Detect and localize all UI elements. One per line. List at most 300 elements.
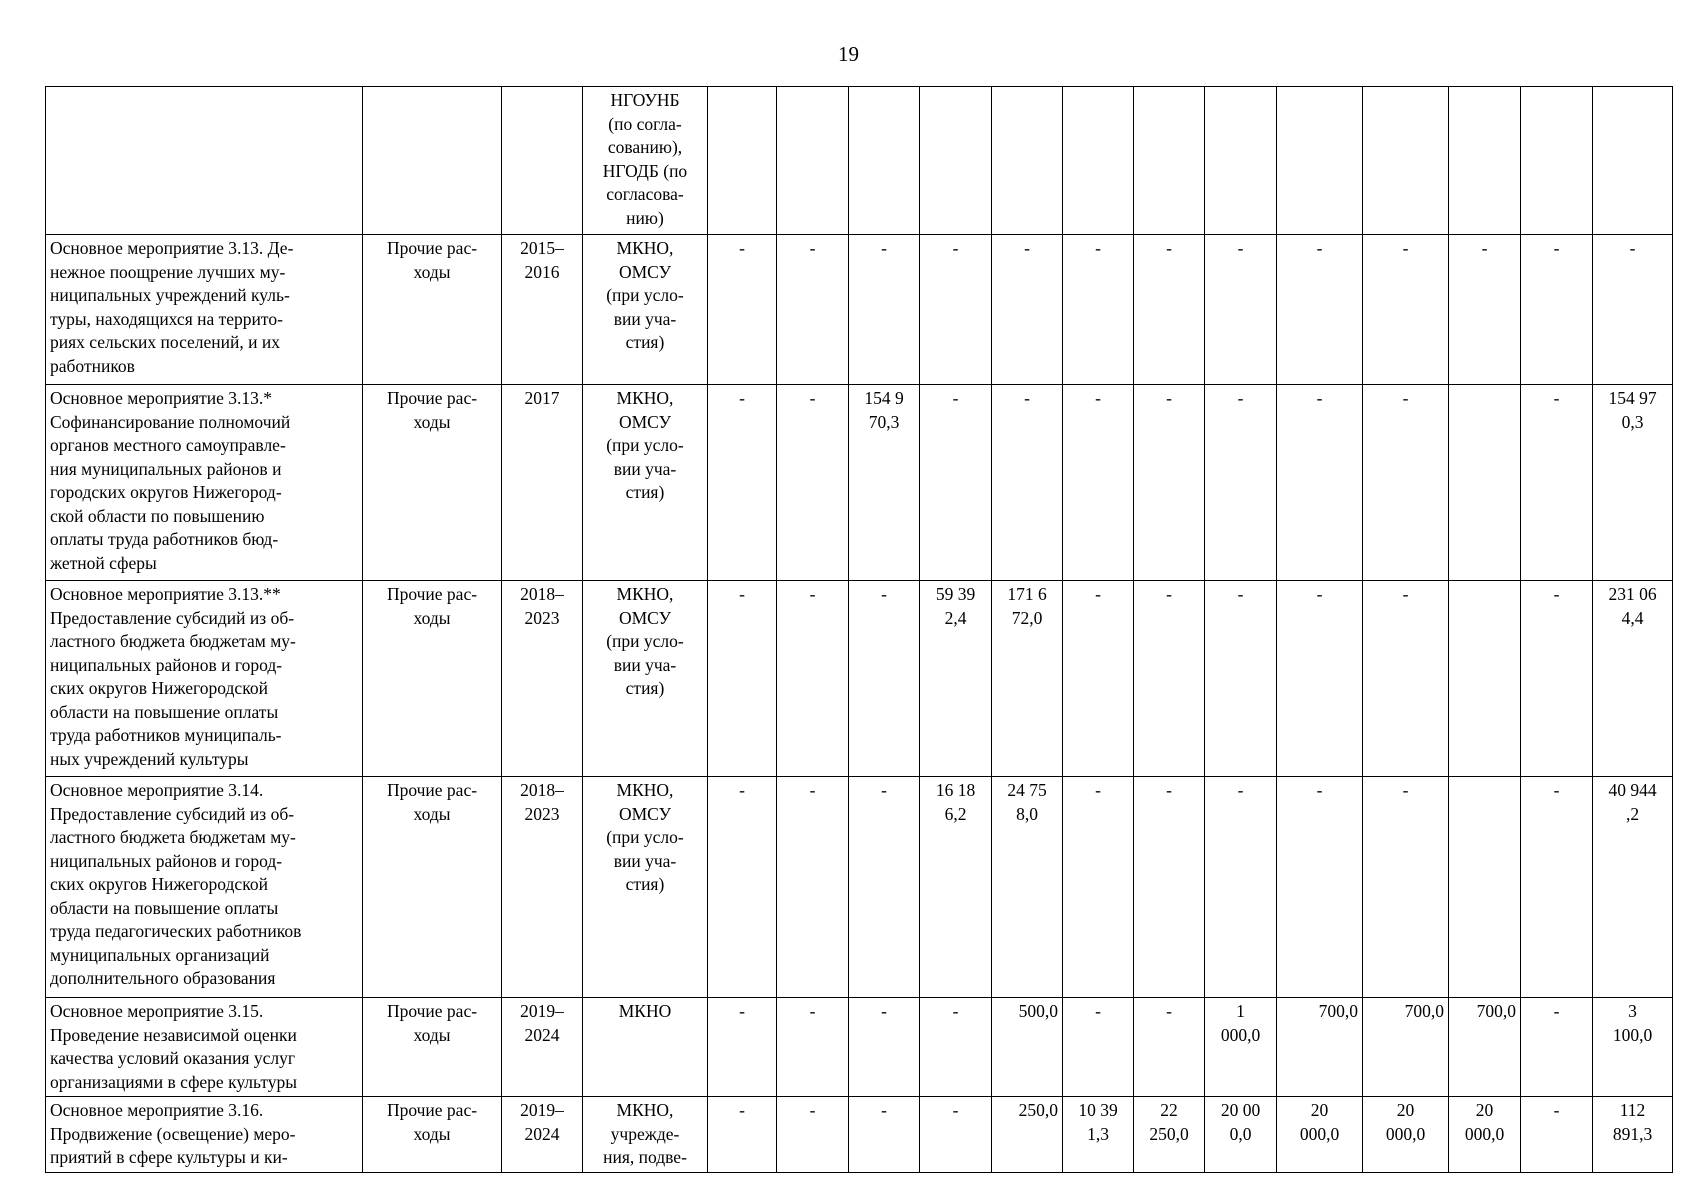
value-cell [992, 777, 1063, 998]
activity-name-cell [46, 87, 363, 235]
value-cell [777, 998, 849, 1097]
period-cell [502, 581, 583, 777]
cell-line: ходы [413, 1123, 451, 1144]
table-row [46, 1097, 1673, 1173]
cell-line: - [1553, 584, 1560, 604]
cell-line: - [1166, 238, 1172, 258]
cell-line: 891,3 [1612, 1123, 1653, 1144]
cell-line: 2017 [524, 388, 560, 408]
cell-line: Прочие рас- [386, 1001, 478, 1021]
cell-line: - [1481, 238, 1488, 258]
period-cell [502, 235, 583, 385]
cell-line: ОМСУ [618, 261, 672, 282]
cell-line: 000,0 [1220, 1024, 1261, 1045]
cell-line: 154 9 [864, 388, 904, 408]
cell-line: 20 [1396, 1100, 1415, 1120]
activity-name-cell [46, 385, 363, 581]
cell-line: НГОУНБ [610, 90, 680, 110]
value-cell [1063, 1097, 1134, 1173]
table-row [46, 581, 1673, 777]
cell-line: вии уча- [613, 654, 677, 675]
table-row [46, 87, 1673, 235]
cell-line: 2019– [520, 1001, 564, 1021]
activity-name-cell [46, 581, 363, 777]
value-cell [1205, 235, 1277, 385]
cell-line: - [952, 1100, 959, 1120]
cell-line: жетной сферы [50, 552, 157, 573]
value-cell [1063, 777, 1134, 998]
cell-line: НГОДБ (по [602, 160, 688, 181]
cell-line: - [1095, 780, 1101, 800]
cell-line: 250,0 [1149, 1123, 1189, 1144]
cell-line: - [1095, 388, 1101, 408]
value-cell [992, 1097, 1063, 1173]
cell-line: 2018– [520, 584, 564, 604]
value-cell [1205, 385, 1277, 581]
value-cell [1277, 1097, 1363, 1173]
value-cell [708, 998, 777, 1097]
cell-line: стия) [625, 482, 665, 502]
cell-line: 000,0 [1385, 1123, 1426, 1144]
table-row [46, 998, 1673, 1097]
value-cell [777, 777, 849, 998]
value-cell [849, 581, 920, 777]
cost-type-cell [363, 777, 502, 998]
cell-line: нию) [626, 207, 664, 228]
cell-line: - [952, 1001, 959, 1021]
cell-line: - [739, 584, 745, 604]
cell-line: - [1166, 584, 1172, 604]
value-cell [1363, 385, 1449, 581]
cell-line: ских округов Нижегородской [50, 678, 268, 698]
cell-line: - [809, 1001, 816, 1021]
cell-line: ластного бюджета бюджетам му- [50, 827, 296, 847]
cell-line: МКНО, [616, 1100, 674, 1120]
value-cell [708, 235, 777, 385]
value-cell [1449, 777, 1521, 998]
cell-line: дополнительного образования [50, 968, 276, 988]
cell-line: ОМСУ [618, 607, 672, 628]
value-cell [777, 87, 849, 235]
cell-line: городских округов Нижегород- [50, 482, 282, 502]
value-cell [708, 581, 777, 777]
value-cell [708, 1097, 777, 1173]
cell-line: стия) [625, 332, 665, 352]
cell-line: - [1402, 780, 1409, 800]
executor-cell [583, 998, 708, 1097]
table-row [46, 385, 1673, 581]
cell-line: 10 39 [1078, 1100, 1118, 1120]
value-cell [849, 1097, 920, 1173]
cell-line: - [881, 780, 887, 800]
value-cell [1449, 581, 1521, 777]
cell-line: 2023 [524, 803, 560, 824]
cell-line: Прочие рас- [386, 1100, 478, 1120]
value-cell [1134, 777, 1205, 998]
executor-cell [583, 1097, 708, 1173]
cell-line: 2023 [524, 607, 560, 628]
cost-type-cell [363, 998, 502, 1097]
value-cell [849, 87, 920, 235]
value-cell [1449, 385, 1521, 581]
value-cell [1063, 87, 1134, 235]
cell-line: 2024 [524, 1024, 560, 1045]
value-cell [1205, 581, 1277, 777]
cell-line: 000,0 [1299, 1123, 1340, 1144]
value-cell [1277, 998, 1363, 1097]
cell-line: области на повышение оплаты [50, 701, 279, 722]
value-cell [708, 385, 777, 581]
cell-line: ,2 [1625, 803, 1640, 824]
cell-line: ходы [413, 1024, 451, 1045]
cell-line: - [739, 1001, 745, 1021]
cell-line: (по согла- [608, 113, 682, 134]
cell-line: - [1024, 388, 1030, 408]
cell-line: - [1553, 1100, 1560, 1120]
cell-line: ниципальных районов и город- [50, 850, 283, 871]
cell-line: МКНО, [616, 238, 674, 258]
cell-line: 8,0 [1016, 803, 1038, 824]
cell-line: 20 [1310, 1100, 1329, 1120]
value-cell [1205, 777, 1277, 998]
value-cell [1363, 1097, 1449, 1173]
value-cell [992, 87, 1063, 235]
period-cell [502, 1097, 583, 1173]
cell-line: труда работников муниципаль- [50, 725, 282, 745]
value-cell [1205, 87, 1277, 235]
cell-line: 70,3 [868, 411, 900, 432]
cell-line: Предоставление субсидий из об- [50, 803, 295, 824]
value-cell [920, 235, 992, 385]
cell-line: 700,0 [1476, 1001, 1516, 1021]
value-cell [777, 581, 849, 777]
cell-line: 16 18 [935, 780, 976, 800]
cell-line: - [739, 238, 745, 258]
cell-line: - [1024, 238, 1030, 258]
value-cell [992, 998, 1063, 1097]
cell-line: 59 39 [935, 584, 976, 604]
period-cell [502, 998, 583, 1097]
value-cell [1134, 1097, 1205, 1173]
cell-line: ниципальных учреждений куль- [50, 285, 290, 305]
activity-name-cell [46, 998, 363, 1097]
cell-line: ния, подве- [603, 1147, 687, 1167]
cell-line: - [1316, 584, 1323, 604]
cell-line: ской области по повышению [50, 505, 265, 526]
value-cell [1277, 87, 1363, 235]
cell-line: 250,0 [1018, 1100, 1058, 1120]
cell-line: 700,0 [1404, 1001, 1444, 1021]
cell-line: Прочие рас- [386, 584, 478, 604]
cell-line: 40 944 [1608, 780, 1657, 800]
value-cell [1134, 235, 1205, 385]
activity-name-cell [46, 1097, 363, 1173]
cell-line: Прочие рас- [386, 238, 478, 258]
value-cell [777, 385, 849, 581]
cell-line: МКНО, [616, 584, 674, 604]
cost-type-cell [363, 1097, 502, 1173]
cell-line: - [1402, 584, 1409, 604]
cell-line: ОМСУ [618, 803, 672, 824]
cell-line: согласова- [606, 184, 684, 204]
cell-line: работников [50, 355, 135, 376]
period-cell [502, 777, 583, 998]
cell-line: - [1316, 238, 1323, 258]
cell-line: вии уча- [613, 458, 677, 479]
value-cell [1134, 581, 1205, 777]
cell-line: - [881, 584, 887, 604]
cell-line: ходы [413, 261, 451, 282]
cell-line: 100,0 [1612, 1024, 1653, 1045]
activity-name-cell [46, 235, 363, 385]
cell-line: Софинансирование полномочий [50, 411, 291, 432]
cell-line: 2019– [520, 1100, 564, 1120]
value-cell [1449, 1097, 1521, 1173]
value-cell [920, 87, 992, 235]
cell-line: - [1553, 388, 1560, 408]
cell-line: (при усло- [606, 827, 684, 847]
value-cell [1521, 1097, 1593, 1173]
value-cell [849, 235, 920, 385]
cell-line: МКНО, [616, 780, 674, 800]
value-cell [920, 998, 992, 1097]
cell-line: 0,3 [1621, 411, 1644, 432]
cell-line: риях сельских поселений, и их [50, 332, 281, 352]
cell-line: ходы [413, 607, 451, 628]
cell-line: - [739, 780, 745, 800]
executor-cell [583, 87, 708, 235]
cell-line: Предоставление субсидий из об- [50, 607, 295, 628]
value-cell [1521, 581, 1593, 777]
cell-line: - [1402, 238, 1409, 258]
cell-line: Прочие рас- [386, 388, 478, 408]
cell-line: - [952, 388, 959, 408]
program-activities-table [45, 86, 1673, 1173]
cell-line: - [1553, 238, 1560, 258]
value-cell [777, 235, 849, 385]
cell-line: 2,4 [944, 607, 967, 628]
value-cell [992, 235, 1063, 385]
cell-line: 154 97 [1608, 388, 1657, 408]
value-cell [1449, 235, 1521, 385]
cell-line: оплаты труда работников бюд- [50, 529, 279, 549]
cell-line: Основное мероприятие 3.15. [50, 1001, 264, 1021]
value-cell [849, 385, 920, 581]
cell-line: вии уча- [613, 850, 677, 871]
cell-line: 000,0 [1464, 1123, 1505, 1144]
cell-line: - [1166, 388, 1172, 408]
cell-line: - [1553, 1001, 1560, 1021]
cell-line: - [1095, 1001, 1101, 1021]
cell-line: 20 00 [1220, 1100, 1261, 1120]
cell-line: сованию), [607, 137, 683, 157]
cell-line: ния муниципальных районов и [50, 458, 282, 479]
cell-line: труда педагогических работников [50, 921, 302, 941]
cell-line: Основное мероприятие 3.13. Де- [50, 238, 294, 258]
cell-line: ходы [413, 411, 451, 432]
cell-line: ниципальных районов и город- [50, 654, 283, 675]
value-cell [1277, 385, 1363, 581]
value-cell [1593, 87, 1673, 235]
cell-line: 6,2 [944, 803, 967, 824]
cell-line: Основное мероприятие 3.13.* [50, 388, 273, 408]
executor-cell [583, 777, 708, 998]
cell-line: - [1095, 584, 1101, 604]
cell-line: стия) [625, 874, 665, 894]
value-cell [1205, 1097, 1277, 1173]
value-cell [849, 777, 920, 998]
value-cell [1593, 385, 1673, 581]
value-cell [1063, 385, 1134, 581]
cell-line: - [1166, 780, 1172, 800]
cell-line: 72,0 [1011, 607, 1043, 628]
value-cell [992, 581, 1063, 777]
value-cell [1363, 777, 1449, 998]
cell-line: - [881, 1001, 887, 1021]
executor-cell [583, 581, 708, 777]
cell-line: (при усло- [606, 435, 684, 455]
cell-line: ОМСУ [618, 411, 672, 432]
cell-line: - [739, 1100, 745, 1120]
table-row [46, 235, 1673, 385]
cell-line: 4,4 [1621, 607, 1644, 628]
cell-line: - [809, 238, 816, 258]
value-cell [1134, 998, 1205, 1097]
cell-line: - [809, 780, 816, 800]
value-cell [1521, 998, 1593, 1097]
cell-line: ских округов Нижегородской [50, 874, 268, 894]
cell-line: 500,0 [1018, 1001, 1058, 1021]
value-cell [708, 777, 777, 998]
value-cell [1363, 998, 1449, 1097]
cost-type-cell [363, 235, 502, 385]
cell-line: нежное поощрение лучших му- [50, 261, 286, 282]
cell-line: 3 [1628, 1001, 1637, 1021]
cell-line: учрежде- [610, 1123, 680, 1144]
cell-line: 1 [1236, 1001, 1245, 1021]
executor-cell [583, 385, 708, 581]
cell-line: 24 75 [1007, 780, 1047, 800]
cell-line: МКНО [618, 1001, 672, 1021]
value-cell [920, 777, 992, 998]
value-cell [849, 998, 920, 1097]
cell-line: МКНО, [616, 388, 674, 408]
cell-line: 0,0 [1229, 1123, 1252, 1144]
page-number: 19 [838, 42, 859, 66]
cell-line: области на повышение оплаты [50, 897, 279, 918]
cost-type-cell [363, 87, 502, 235]
value-cell [1363, 581, 1449, 777]
value-cell [1593, 235, 1673, 385]
value-cell [1521, 235, 1593, 385]
value-cell [1521, 87, 1593, 235]
cell-line: Основное мероприятие 3.16. [50, 1100, 264, 1120]
cell-line: Продвижение (освещение) меро- [50, 1123, 296, 1144]
value-cell [1363, 87, 1449, 235]
value-cell [1277, 777, 1363, 998]
cell-line: - [809, 584, 816, 604]
cell-line: Основное мероприятие 3.14. [50, 780, 264, 800]
period-cell [502, 87, 583, 235]
value-cell [1593, 998, 1673, 1097]
cell-line: туры, находящихся на террито- [50, 308, 283, 329]
value-cell [1277, 235, 1363, 385]
value-cell [1449, 87, 1521, 235]
value-cell [1134, 385, 1205, 581]
activity-name-cell [46, 777, 363, 998]
value-cell [1593, 777, 1673, 998]
cell-line: - [1237, 780, 1244, 800]
cell-line: - [881, 1100, 887, 1120]
cell-line: (при усло- [606, 631, 684, 651]
value-cell [1205, 998, 1277, 1097]
value-cell [992, 385, 1063, 581]
cell-line: - [809, 1100, 816, 1120]
cell-line: 700,0 [1318, 1001, 1358, 1021]
cell-line: 112 [1619, 1100, 1646, 1120]
value-cell [1063, 235, 1134, 385]
cell-line: приятий в сфере культуры и ки- [50, 1147, 288, 1167]
cell-line: - [1166, 1001, 1172, 1021]
value-cell [920, 385, 992, 581]
cell-line: органов местного самоуправле- [50, 435, 286, 455]
value-cell [1593, 1097, 1673, 1173]
cell-line: 22 [1160, 1100, 1178, 1120]
cell-line: - [1237, 388, 1244, 408]
cost-type-cell [363, 581, 502, 777]
cell-line: - [1629, 238, 1636, 258]
cell-line: - [809, 388, 816, 408]
cell-line: Основное мероприятие 3.13.** [50, 584, 281, 604]
value-cell [708, 87, 777, 235]
cell-line: 2018– [520, 780, 564, 800]
cell-line: 2024 [524, 1123, 560, 1144]
executor-cell [583, 235, 708, 385]
value-cell [1449, 998, 1521, 1097]
cell-line: Прочие рас- [386, 780, 478, 800]
value-cell [1521, 385, 1593, 581]
cell-line: 1,3 [1087, 1123, 1109, 1144]
cell-line: 20 [1475, 1100, 1494, 1120]
value-cell [1521, 777, 1593, 998]
value-cell [1063, 581, 1134, 777]
cell-line: вии уча- [613, 308, 677, 329]
cell-line: - [1237, 238, 1244, 258]
cell-line: 2016 [524, 261, 560, 282]
cell-line: Проведение независимой оценки [50, 1024, 297, 1045]
value-cell [920, 581, 992, 777]
cell-line: - [1095, 238, 1101, 258]
value-cell [1134, 87, 1205, 235]
value-cell [777, 1097, 849, 1173]
cell-line: качества условий оказания услуг [50, 1048, 296, 1068]
cell-line: - [881, 238, 887, 258]
period-cell [502, 385, 583, 581]
cell-line: - [1316, 388, 1323, 408]
cell-line: (при усло- [606, 285, 684, 305]
value-cell [1277, 581, 1363, 777]
cell-line: 2015– [520, 238, 564, 258]
cell-line: ластного бюджета бюджетам му- [50, 631, 296, 651]
cell-line: 231 06 [1608, 584, 1657, 604]
cost-type-cell [363, 385, 502, 581]
cell-line: организациями в сфере культуры [50, 1071, 298, 1092]
cell-line: муниципальных организаций [50, 944, 270, 965]
cell-line: - [739, 388, 745, 408]
cell-line: - [1553, 780, 1560, 800]
cell-line: ных учреждений культуры [50, 748, 249, 769]
value-cell [1593, 581, 1673, 777]
